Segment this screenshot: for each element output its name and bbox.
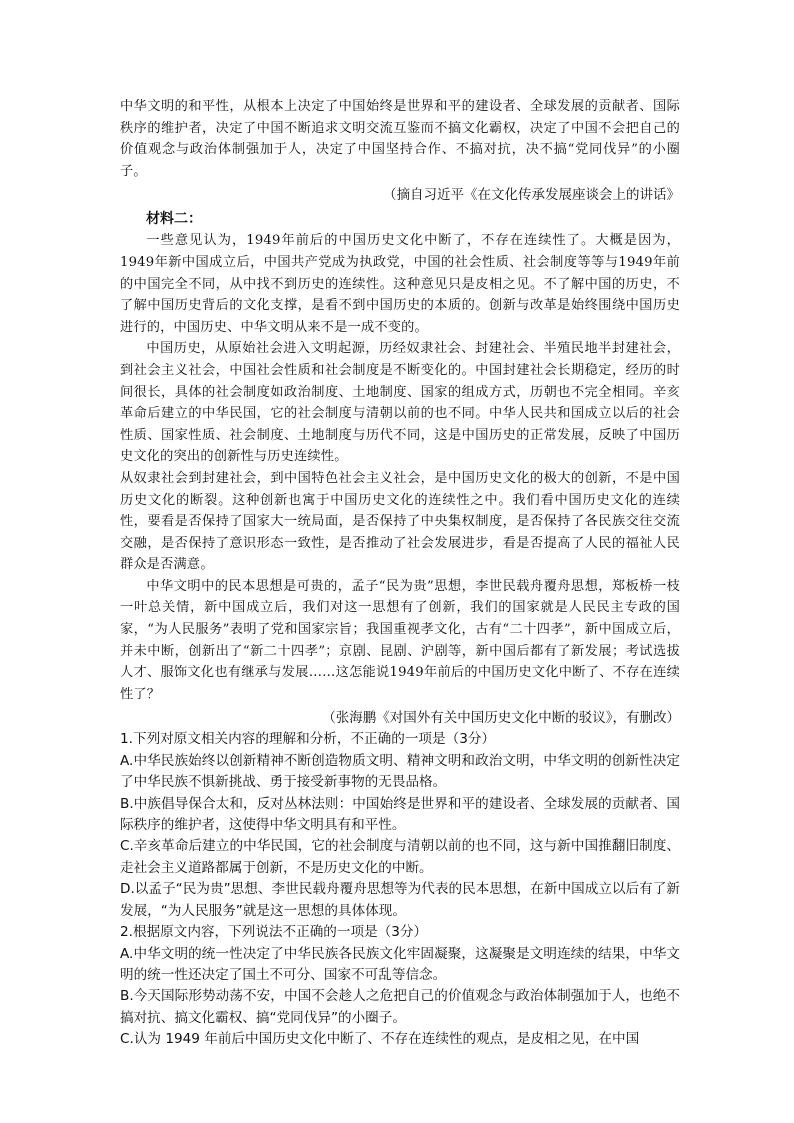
material2-heading: 材料二： bbox=[146, 211, 202, 228]
material2-paragraph-2: 中国历史，从原始社会进入文明起源，历经奴隶社会、封建社会、半殖民地半封建社会，到社会主义社会，中国社会性质和社会制度是不断变化的。中国封建社会长期稳定，经历的时间很长，具体的社会制度如政治制度、土地制度、国家的组成方式，历朝也不完全相同。辛亥革命后建立的中华民国，它的社会制度与清朝以前的也不同。中华人民共和国成立以后的社会性质、国家性质、社会制度、土地制度与历代不同，这是中国历史的正常发展，反映了中国历史文化的突出的创新性与历史连续性。 bbox=[120, 341, 680, 465]
question-1-option-b: B.中族倡导保合太和，反对丛林法则：中国始终是世界和平的建设者、全球发展的贡献者、国际秩序的维护者，这使得中华文明具有和平性。 bbox=[120, 795, 680, 834]
question-2-option-a: A.中华文明的统一性决定了中华民族各民族文化牢固凝聚，这凝聚是文明连续的结果，中华文明的统一性还决定了国土不可分、国家不可乱等信念。 bbox=[120, 945, 680, 983]
question-1-option-a: A.中华民族始终以创新精神不断创造物质文明、精神文明和政治文明，中华文明的创新性决定了中华民族不惧新挑战、勇于接受新事物的无畏品格。 bbox=[120, 752, 680, 791]
material1-paragraph: 中华文明的和平性，从根本上决定了中国始终是世界和平的建设者、全球发展的贡献者、国际秩序的维护者，决定了中国不断追求文明交流互鉴而不搞文化霸权，决定了中国不会把自己的价值观念与政治体制强加于人，决定了中国坚持合作、不搞对抗，决不搞“党同伐异”的小圈子。 bbox=[120, 99, 680, 179]
question-2-option-c: C.认为 1949 年前后中国历史文化中断了、不存在连续性的观点，是皮相之见，在中国 bbox=[120, 1031, 640, 1048]
question-1-option-c: C.辛亥革命后建立的中华民国，它的社会制度与清朝以前的也不同，这与新中国推翻旧制度、走社会主义道路都属于创新，不是历史文化的中断。 bbox=[120, 838, 680, 876]
document-page bbox=[120, 96, 680, 1051]
material2-paragraph-3: 从奴隶社会到封建社会，到中国特色社会主义社会，是中国历史文化的极大的创新，不是中国历史文化的断裂。这种创新也寓于中国历史文化的连续性之中。我们看中国历史文化的连续性，要看是否保持了国家大一统局面，是否保持了中央集权制度，是否保持了各民族交往交流交融，是否保持了意识形态一致性，是否推动了社会发展进步，看是否提高了人民的福祉人民群众是否满意。 bbox=[120, 470, 680, 573]
question-1-stem: 1.下列对原文相关内容的理解和分析，不正确的一项是（3分） bbox=[120, 731, 496, 748]
question-2-option-b: B.今天国际形势动荡不安，中国不会趁人之危把自己的价值观念与政治体制强加于人，也绝不搞对抗、搞文化霸权、搞“党同伐异”的小圈子。 bbox=[120, 988, 680, 1026]
material2-paragraph-1: 一些意见认为，1949年前后的中国历史文化中断了，不存在连续性了。大概是因为，1949年新中国成立后，中国共产党成为执政党，中国的社会性质、社会制度等等与1949年前的中国完全不同，从中找不到历史的连续性。这种意见只是皮相之见。不了解中国的历史，不了解中国历史背后的文化支撑，是看不到中国历史的本质的。创新与改革是始终围绕中国历史进行的，中国历史、中华文明从来不是一成不变的。 bbox=[120, 233, 680, 335]
question-2-stem: 2.根据原文内容，下列说法不正确的一项是（3分） bbox=[120, 924, 428, 941]
material2-paragraph-4: 中华文明中的民本思想是可贵的，孟子“民为贵”思想，李世民载舟覆舟思想，郑板桥一枝一叶总关情，新中国成立后，我们对这一思想有了创新，我们的国家就是人民民主专政的国家，“为人民服务”表明了党和国家宗旨；我国重视孝文化，古有“二十四孝”，新中国成立后，并未中断，创新出了“新二十四孝”；京剧、昆剧、沪剧等，新中国后都有了新发展；考试选拔人才、服饰文化也有继承与发展……这怎能说1949年前后的中国历史文化中断了、不存在连续性了？ bbox=[120, 578, 680, 702]
material1-citation: （摘自习近平《在文化传承发展座谈会上的讲话》 bbox=[383, 187, 680, 204]
question-1-option-d: D.以孟子“民为贵”思想、李世民载舟覆舟思想等为代表的民本思想，在新中国成立以后有了新发展，“为人民服务”就是这一思想的具体体现。 bbox=[120, 881, 680, 919]
material2-citation: （张海鹏《对国外有关中国历史文化中断的驳议》，有删改） bbox=[322, 710, 680, 727]
